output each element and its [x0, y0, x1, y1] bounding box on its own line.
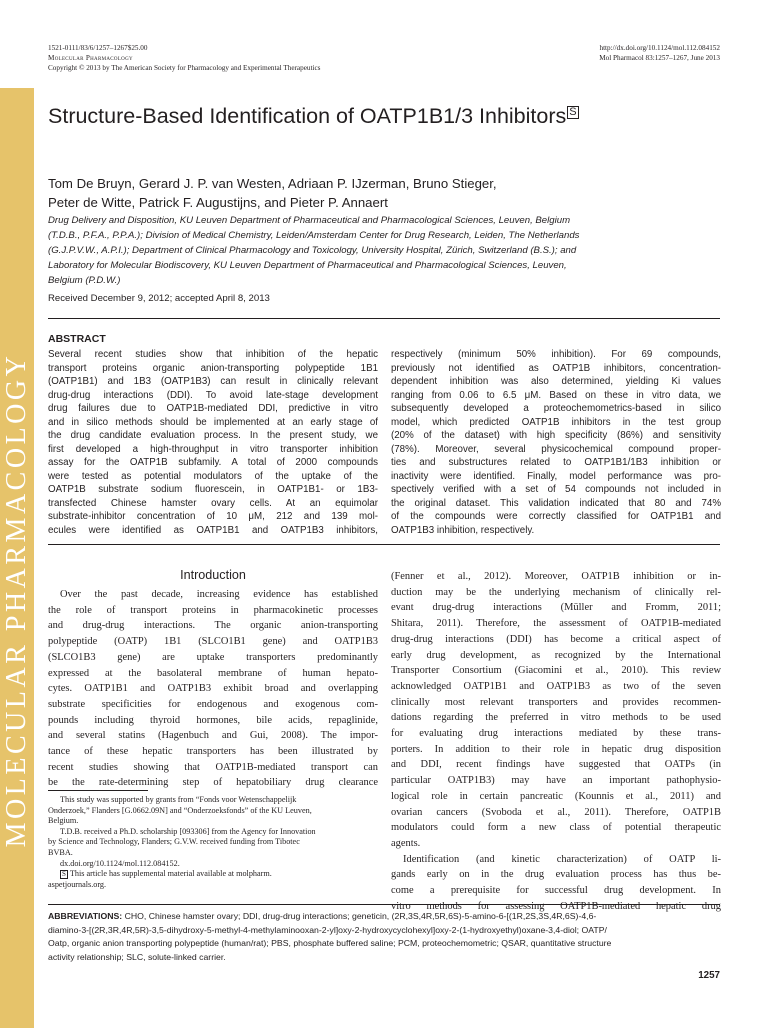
body-line: clinically most relevant transporters and provides recommen- — [391, 696, 721, 708]
body-line: porters. In addition to their role in hepatic drug disposition — [391, 743, 721, 755]
footnote-divider — [48, 790, 148, 791]
received-dates: Received December 9, 2012; accepted April 8, 2013 — [48, 293, 270, 304]
article-title-text: Structure-Based Identification of OATP1B1/3 Inhibitors — [48, 104, 567, 128]
abbreviation-line: diamino-3-[(2R,3R,4R,5R)-3,5-dihydroxy-5-methyl-4-methylaminooxan-2-yl]oxy-2-hydroxycyclohexyl]oxy-2-(1-hydroxyethyl)oxane-3,4-diol; OATP/ — [48, 924, 607, 935]
body-line: cytes. OATP1B1 and OATP1B3 exhibit broad and overlapping — [48, 683, 378, 695]
footnotes — [48, 795, 378, 890]
body-line: the role of transport proteins in pharmacokinetic processes — [48, 604, 378, 616]
abstract-line: OATP1B substrate sodium fluorescein, in OATP1B1- or 1B3- — [48, 484, 378, 495]
journal-side-band-text: MOLECULAR PHARMACOLOGY — [1, 352, 32, 848]
author-list — [48, 174, 698, 212]
body-line: be the rate-determining step of hepatobiliary drug clearance — [48, 777, 378, 789]
abbreviations — [48, 910, 720, 964]
body-line: Over the past decade, increasing evidence has established — [60, 589, 378, 600]
body-line: pounds including thyroid hormones, bile acids, repaglinide, — [48, 714, 378, 726]
footnote-link[interactable]: aspetjournals.org. — [48, 879, 107, 889]
abstract-line: ties and substructures related to OATP1B1/1B3 inhibition or — [391, 457, 721, 468]
affiliations — [48, 213, 720, 288]
abbreviation-line — [48, 910, 720, 924]
divider — [48, 544, 720, 545]
abstract-line: ranging from 0.06 to 6.5 μM. Based on these in vitro data, we — [391, 389, 721, 401]
page-number: 1257 — [698, 970, 720, 981]
abstract-line: of the compounds were correctly classified for OATP1B1 and — [391, 511, 721, 522]
abbreviation-line: Oatp, organic anion transporting polypeptide (human/rat); PBS, phosphate buffered saline; PCM, proteochemometric; QSAR, quantitative structure — [48, 938, 612, 948]
journal-side-band — [0, 88, 34, 1028]
body-line: early drug development, as recognized by the International — [391, 649, 721, 661]
affiliation-line: Belgium (P.D.W.) — [48, 275, 121, 286]
divider — [48, 904, 720, 905]
abstract-line: transport proteins organic anion-transporting polypeptide 1B1 — [48, 362, 378, 374]
abstract-line: first developed a high-throughput in vitro transporter inhibition — [48, 443, 378, 455]
body-line: (SLCO1B3 gene) are uptake transporters predominantly — [48, 651, 378, 663]
body-line: logical role in certain pancreatic (Kounnis et al., 2011) and — [391, 790, 721, 802]
header-right — [520, 43, 720, 63]
body-line: tance of these hepatic transporters has been illustrated by — [48, 746, 378, 758]
abbreviation-line: activity relationship; SLC, solute-linked carrier. — [48, 951, 226, 962]
introduction-heading: Introduction — [180, 568, 246, 582]
body-line: Identification (and kinetic characterization) of OATP li- — [403, 853, 721, 865]
header-doi[interactable]: http://dx.doi.org/10.1124/mol.112.084152 — [599, 44, 720, 52]
abstract-line: drug failures due to OATP1B-mediated DDI, predictive in vitro — [48, 403, 378, 414]
affiliation-line: (T.D.B., P.F.A., P.P.A.); Division of Medical Chemistry, Leiden/Amsterdam Center for Drug Research, Leiden, The Netherlands — [48, 230, 580, 241]
body-line: drug-drug interactions (DDI) has become a critical aspect of — [391, 633, 721, 645]
abstract-line: (78%). Moreover, several physicochemical compound proper- — [391, 443, 721, 455]
affiliation-line: Drug Delivery and Disposition, KU Leuven Department of Pharmaceutical and Pharmacological Sciences, Leuven, Belgium — [48, 215, 571, 226]
header-journal: Molecular Pharmacology — [48, 54, 133, 62]
footnote-line: BVBA. — [48, 847, 73, 857]
header-copyright: Copyright © 2013 by The American Society for Pharmacology and Experimental Therapeutics — [48, 64, 321, 72]
abstract-line: previously not identified as OATP1B inhibitors, concentration- — [391, 362, 721, 374]
body-line: substrate specificities for endogenous and exogenous com- — [48, 698, 378, 710]
abstract-heading: ABSTRACT — [48, 333, 106, 345]
body-line: recent studies showing that OATP1B-mediated transport can — [48, 761, 378, 773]
footnote-supplemental-text: This article has supplemental material available at molpharm. — [69, 869, 272, 879]
body-line: ovarian cancers (Svoboda et al., 2011). Therefore, OATP1B — [391, 806, 721, 818]
divider — [48, 318, 720, 319]
footnote-line — [48, 869, 378, 880]
body-line: agents. — [391, 837, 421, 849]
header-left — [48, 43, 320, 73]
abstract-line: drug-drug interactions (DDI). To avoid late-stage development — [48, 389, 378, 401]
introduction-left-column — [48, 587, 378, 791]
abstract-left-column — [48, 348, 378, 537]
affiliation-line: Laboratory for Molecular Biodiscovery, KU Leuven Department of Pharmaceutical and Pharmacological Sciences, Leuven, — [48, 260, 567, 271]
abstract-line: the original dataset. This validation indicated that 80 and 74% — [391, 497, 721, 509]
abstract-line: (OATP1B1) and 1B3 (OATP1B3) can result in clinically relevant — [48, 376, 378, 387]
body-line: vitro methods for assessing OATP1B-mediated hepatic drug — [391, 900, 721, 912]
supplemental-mark: S — [569, 106, 577, 118]
abstract-line: subsequently developed a proteochemometrics-based in silico — [391, 403, 721, 414]
body-line: expressed at the basolateral membrane of human hepato- — [48, 667, 378, 679]
body-line: Transporter Consortium (Giacomini et al., 2010). This review — [391, 665, 721, 677]
abstract-line: Several recent studies show that inhibition of the hepatic — [48, 349, 378, 360]
footnote-line: This study was supported by grants from “Fonds voor Wetenschappelijk — [60, 795, 297, 804]
abstract-line: the drug candidate evaluation process. In the present study, we — [48, 430, 378, 441]
body-line: and drug-drug interactions. The organic anion-transporting — [48, 620, 378, 632]
body-line: gands early on in the drug evaluation process has thus be- — [391, 869, 721, 881]
affiliation-line: (G.J.P.V.W., A.P.I.); Department of Clinical Pharmacology and Toxicology, University Hospital, Zürich, Switzerland (B.S.); and — [48, 245, 577, 256]
body-line: and several statins (Hagenbuch and Gui, 2008). The impor- — [48, 730, 378, 742]
body-line: particular OATP1B3) may have an important pathophysio- — [391, 775, 721, 787]
footnote-line: Onderzoek,” Flanders [G.0662.09N] and “Onderzoeksfonds” of the KU Leuven, — [48, 805, 312, 815]
abstract-line: ecules were identified as OATP1B1 and OATP1B3 inhibitors, — [48, 524, 378, 536]
abstract-line: model, which predicted OATP1B inhibitors in the test group — [391, 416, 721, 428]
footnote-doi[interactable]: dx.doi.org/10.1124/mol.112.084152. — [60, 858, 180, 868]
footnote-line: by Science and Technology, Flanders; G.V.W. received funding from Tibotec — [48, 837, 300, 847]
abbreviations-label: ABBREVIATIONS: — [48, 911, 123, 921]
abstract-line: inactivity were identified. Finally, model performance was pro- — [391, 470, 721, 482]
abstract-line: spectively verified with a set of 54 compounds not included in — [391, 484, 721, 495]
body-line: Shitara, 2011). Therefore, the assessment of OATP1B-mediated — [391, 618, 721, 630]
abstract-line: OATP1B3 inhibition, respectively. — [391, 524, 535, 536]
footnote-line: Belgium. — [48, 816, 79, 826]
abstract-line: transfected Chinese hamster ovary cells. At an equimolar — [48, 497, 378, 509]
body-line: come a prerequisite for successful drug development. In — [391, 885, 721, 897]
author-line: Peter de Witte, Patrick F. Augustijns, and Pieter P. Annaert — [48, 195, 388, 210]
header-issn: 1521-0111/83/6/1257–1267$25.00 — [48, 44, 148, 52]
body-line: and DDI, recent findings have suggested that OATPs (in — [391, 759, 721, 771]
abstract-line: dependent inhibition was also determined, yielding Ki values — [391, 376, 721, 387]
abstract-line: assay for the OATP1B subfamily. A total of 2000 compounds — [48, 457, 378, 468]
body-line: duction may be the underlying mechanism of clinically rel- — [391, 586, 721, 598]
body-line: for evaluating drug interactions mediated by these trans- — [391, 728, 721, 740]
abstract-line: respectively (minimum 50% inhibition). For 69 compounds, — [391, 349, 721, 360]
abstract-line: (20% of the dataset) with high specificity (86%) and sensitivity — [391, 430, 721, 441]
introduction-right-column — [391, 569, 721, 914]
body-line: polypeptide (OATP) 1B1 (SLCO1B1 gene) and OATP1B3 — [48, 636, 378, 648]
abstract-line: substrate-inhibitor concentration of 10 μM, 212 and 139 mol- — [48, 511, 378, 522]
abstract-right-column — [391, 348, 721, 537]
body-line: acknowledged OATP1B1 and OATP1B3 as two of the seven — [391, 680, 721, 692]
author-line: Tom De Bruyn, Gerard J. P. van Westen, Adriaan P. IJzerman, Bruno Stieger, — [48, 176, 497, 191]
header-citation: Mol Pharmacol 83:1257–1267, June 2013 — [599, 54, 720, 62]
supplemental-mark: S — [62, 870, 66, 879]
article-title — [48, 104, 579, 129]
body-line: modulators could form a new class of potential therapeutic — [391, 822, 721, 834]
footnote-line: T.D.B. received a Ph.D. scholarship [093306] from the Agency for Innovation — [60, 826, 316, 836]
body-line: evant drug-drug interactions (Müller and Fromm, 2011; — [391, 602, 721, 614]
abstract-line: were tested as potential modulators of the uptake of the — [48, 470, 378, 482]
abbreviation-text: CHO, Chinese hamster ovary; DDI, drug-drug interactions; geneticin, (2R,3S,4R,5R,6S)-5-amino-6-[(1R,2S,3S,4R,6S)-4,6- — [122, 911, 597, 921]
body-line: (Fenner et al., 2012). Moreover, OATP1B inhibition or in- — [391, 571, 721, 582]
abstract-line: and in silico methods should be implemented at an early stage of — [48, 416, 378, 428]
body-line: dations regarding the preferred in vitro methods to be used — [391, 712, 721, 724]
